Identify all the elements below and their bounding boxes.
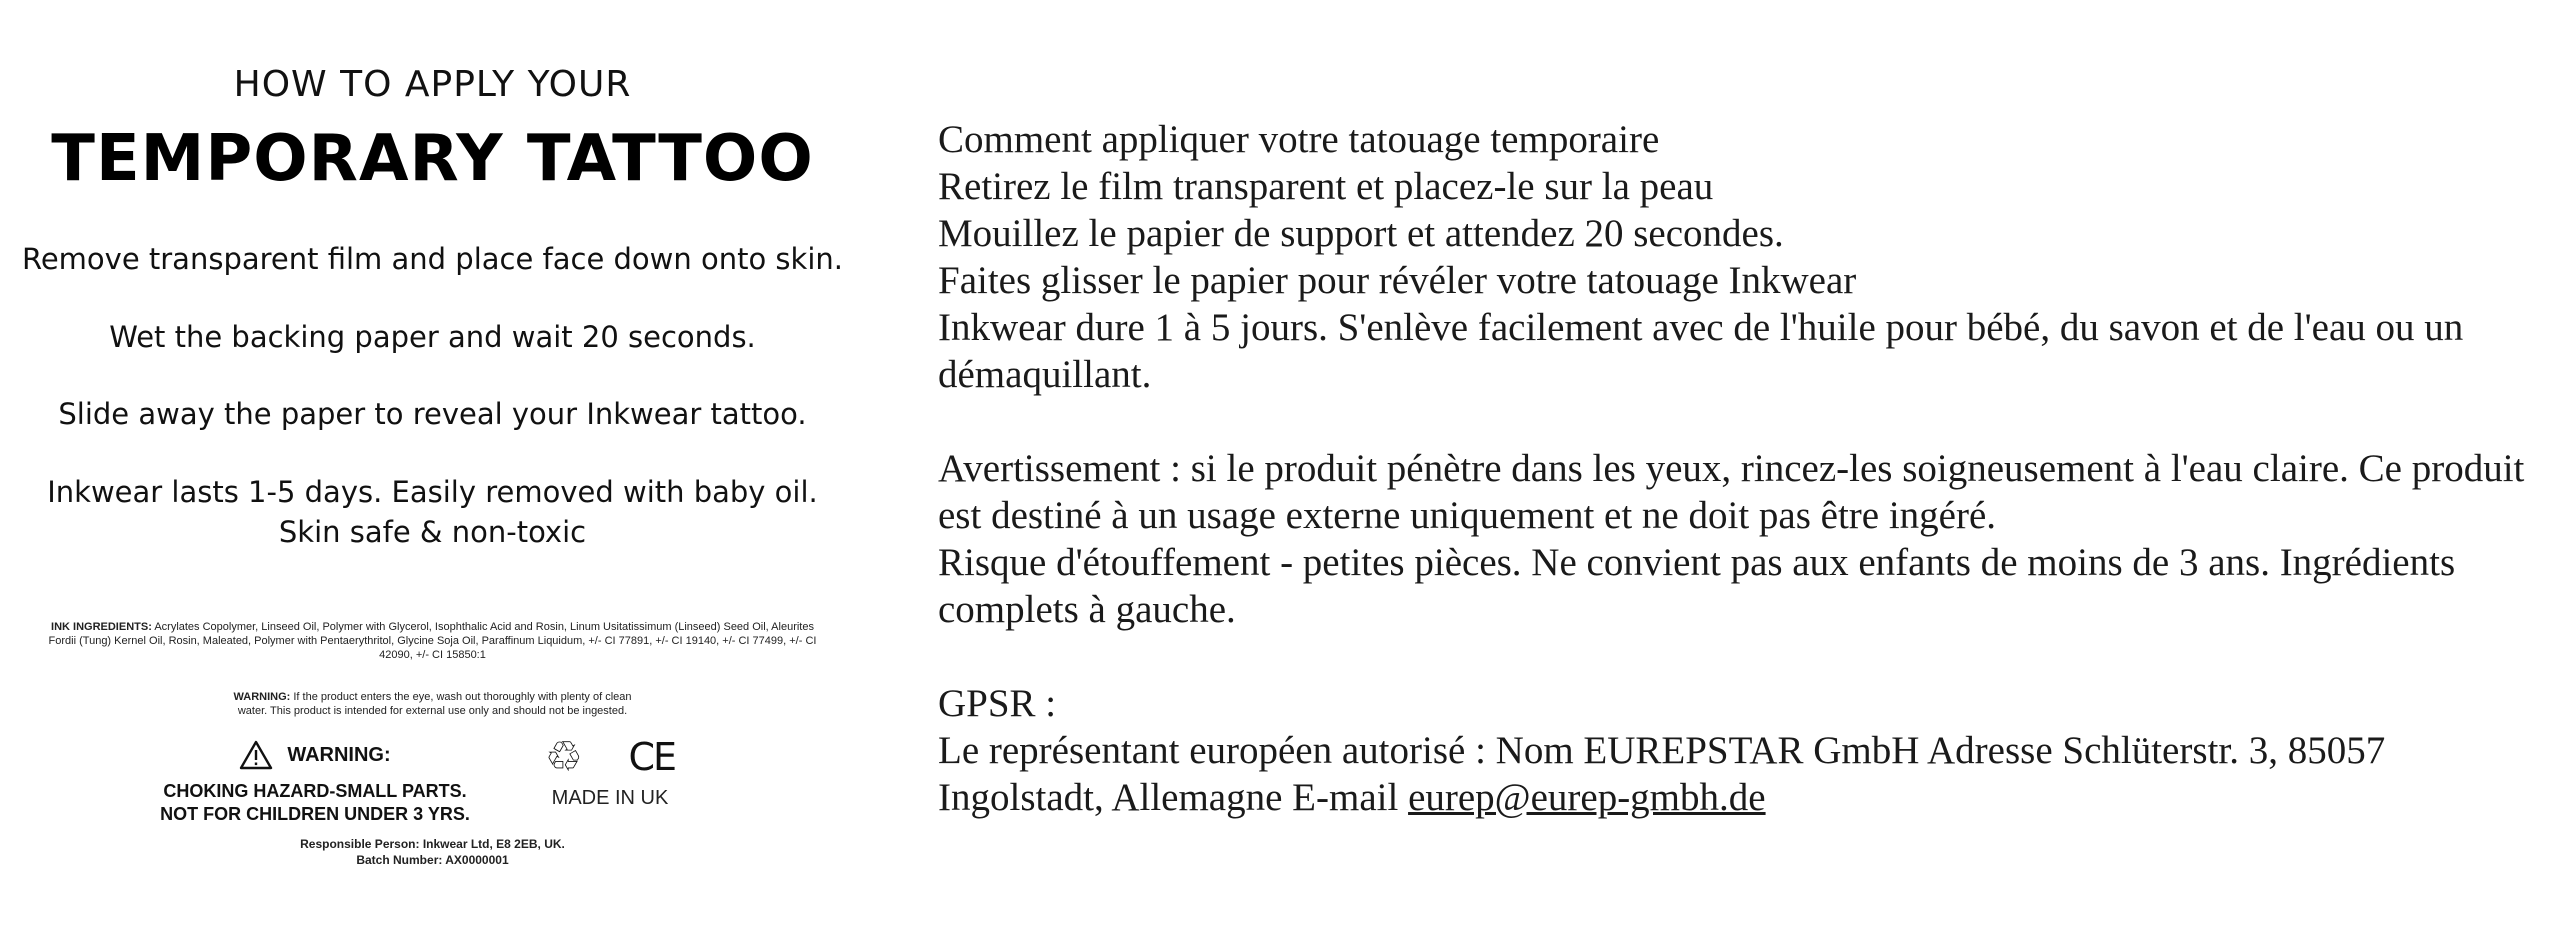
ingredients-label: INK INGREDIENTS: [51, 621, 152, 633]
step-skin-safe: Skin safe & non-toxic [278, 515, 587, 549]
eye-warning-label: WARNING: [233, 691, 291, 703]
spacer [938, 633, 2548, 680]
how-to-apply-heading: HOW TO APPLY YOUR [233, 64, 632, 105]
temporary-tattoo-title: TEMPORARY TATTOO [51, 122, 814, 196]
fr-step-1: Retirez le film transparent et placez-le sur la peau [938, 165, 1714, 208]
warning-title: WARNING: [287, 743, 391, 766]
fr-choking-risk: Risque d'étouffement - petites pièces. Ne convient pas aux enfants de moins de 3 ans. Ingrédients complets à gauche. [938, 541, 2456, 631]
ink-ingredients [40, 620, 825, 662]
eye-warning [230, 690, 635, 718]
step-remove-film: Remove transparent film and place face down onto skin. [21, 242, 843, 276]
gpsr-representative [938, 727, 2548, 821]
warning-header [150, 740, 480, 770]
made-in-uk: MADE IN UK [551, 787, 669, 809]
choking-line-2: NOT FOR CHILDREN UNDER 3 YRS. [160, 804, 470, 824]
fr-step-3: Faites glisser le papier pour révéler votre tatouage Inkwear [938, 259, 1857, 302]
responsible-person-block [250, 836, 615, 868]
recycle-icon: ♲ [545, 732, 583, 781]
ce-mark-icon: CE [628, 735, 675, 779]
choking-line-1: CHOKING HAZARD-SMALL PARTS. [163, 781, 467, 801]
gpsr-label: GPSR : [938, 682, 1057, 725]
fr-title: Comment appliquer votre tatouage temporaire [938, 118, 1660, 161]
email-link[interactable]: eurep@eurep-gmbh.de [1408, 776, 1766, 819]
english-instructions-panel [0, 0, 865, 949]
ingredients-text: Acrylates Copolymer, Linseed Oil, Polymer with Glycerol, Isophthalic Acid and Rosin, Linum Usitatissimum (Linseed) Seed Oil, Aleurites Fordii (Tung) Kernel Oil, Rosin, Maleated, Polymer with Pentaerythritol, Glycine Soja Oil, Paraffinum Liquidum, +/- CI 77891, +/- CI 19140, +/- CI 77499, +/- CI 42090, +/- CI 15850:1 [48, 621, 817, 661]
certification-symbols [545, 732, 675, 781]
step-duration: Inkwear lasts 1-5 days. Easily removed with baby oil. [47, 475, 818, 509]
choking-hazard-text [150, 780, 480, 826]
warning-triangle-icon [239, 740, 273, 770]
gpsr-text: Le représentant européen autorisé : Nom EUREPSTAR GmbH Adresse Schlüterstr. 3, 85057 Ingolstadt, Allemagne E-mail [938, 729, 2386, 819]
step-wet-paper: Wet the backing paper and wait 20 seconds. [109, 320, 756, 354]
fr-step-2: Mouillez le papier de support et attendez 20 secondes. [938, 212, 1784, 255]
batch-number: Batch Number: AX0000001 [356, 853, 509, 867]
choking-warning [150, 740, 480, 826]
french-instructions-panel [938, 116, 2548, 821]
fr-warning: Avertissement : si le produit pénètre dans les yeux, rincez-les soigneusement à l'eau claire. Ce produit est destiné à un usage externe uniquement et ne doit pas être ingéré. [938, 447, 2525, 537]
spacer [938, 398, 2548, 445]
eye-warning-text: If the product enters the eye, wash out thoroughly with plenty of clean water. This product is intended for external use only and should not be ingested. [237, 691, 632, 717]
step-slide-paper: Slide away the paper to reveal your Inkwear tattoo. [58, 397, 807, 431]
responsible-person: Responsible Person: Inkwear Ltd, E8 2EB, UK. [300, 837, 565, 851]
fr-duration: Inkwear dure 1 à 5 jours. S'enlève facilement avec de l'huile pour bébé, du savon et de l'eau ou un démaquillant. [938, 306, 2464, 396]
